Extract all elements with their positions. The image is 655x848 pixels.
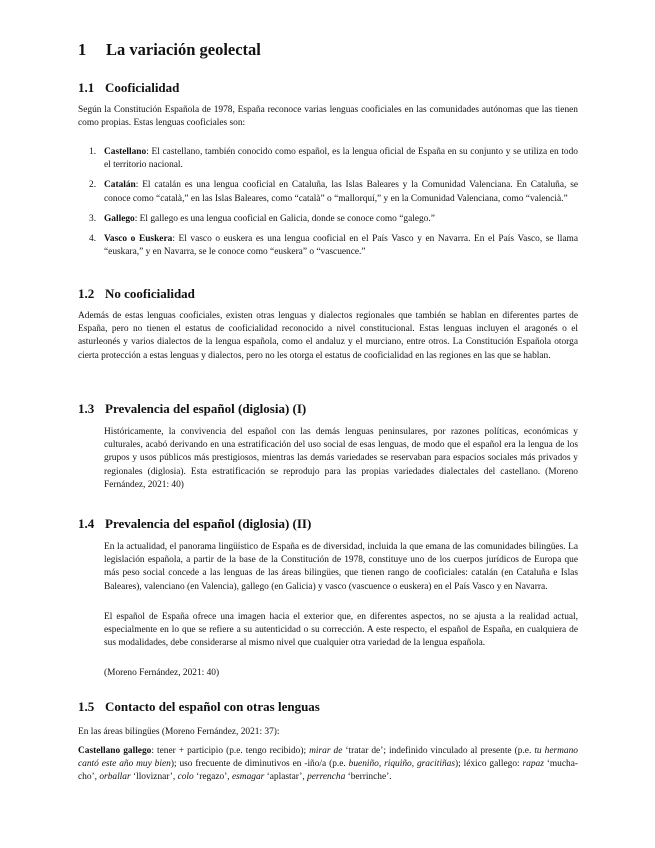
list-item	[78, 213, 578, 226]
subsection-number: 1.5	[78, 699, 95, 714]
list-term: Castellano	[104, 147, 147, 157]
subsection-number: 1.4	[78, 516, 95, 531]
text-run: ‘berrinche’.	[345, 772, 392, 783]
paragraph-cooficialidad-intro: Según la Constitución Española de 1978, España reconoce varias lenguas cooficiales en las comunidades autónomas que las tienen como propias. Estas lenguas cooficiales son:	[78, 105, 578, 129]
subsection-number: 1.1	[78, 80, 95, 95]
subsection-heading-cooficialidad	[78, 80, 179, 96]
list-item	[78, 233, 578, 259]
subsection-heading-diglosia-2	[78, 516, 311, 532]
term-castellano-gallego: Castellano gallego	[78, 746, 152, 756]
text-run: ); léxico gallego:	[454, 759, 523, 770]
list-number: 2.	[89, 180, 97, 191]
subsection-heading-diglosia-1	[78, 401, 306, 417]
example-italic: perrencha	[307, 772, 346, 783]
list-number: 3.	[89, 213, 97, 224]
example-italic: tu hermano cantó este año muy bien	[78, 746, 578, 770]
paragraph-castellano-gallego	[78, 745, 578, 785]
subsection-title: Prevalencia del español (diglosia) (II)	[105, 516, 312, 531]
quote-diglosia-1: Históricamente, la convivencia del español con las demás lenguas peninsulares, por razones políticas, económicas y culturales, acabó derivando en una estratificación del uso social de esas lenguas, de modo que el español era la lengua de los grupos y usos públicos más prestigiosos, mientras las demás variedades se reservaban para espacios sociales más privados y regionales (diglosia). Esta estratificación se reprodujo para las propias variedades dialectales del castellano. (Moreno Fernández, 2021: 40)	[104, 427, 578, 490]
text-run: ‘aplastar’,	[264, 772, 308, 783]
subsection-title: Prevalencia del español (diglosia) (I)	[105, 401, 307, 416]
list-text: : El castellano, también conocido como español, es la lengua oficial de España en su conjunto y se utiliza en todo el territorio nacional.	[104, 147, 578, 171]
list-text: : El catalán es una lengua cooficial en Cataluña, las Islas Baleares y la Comunidad Valenciana. En Cataluña, se conoce como “català,” en las Islas Baleares, como “català” o “mallorquí,” y en la Comunidad Valenciana, como “valencià.”	[104, 180, 578, 204]
subsection-title: Cooficialidad	[105, 80, 180, 95]
list-item	[78, 179, 578, 205]
list-term: Vasco o Euskera	[104, 234, 173, 245]
subsection-heading-contacto	[78, 699, 320, 715]
list-number: 4.	[89, 234, 97, 245]
paragraph-contacto-intro: En las áreas bilingües (Moreno Fernández, 2021: 37):	[78, 727, 280, 737]
list-term: Gallego	[104, 213, 135, 224]
subsection-title: No cooficialidad	[105, 286, 195, 301]
quote-diglosia-2-part-1: En la actualidad, el panorama lingüístico de España es de diversidad, incluida la que emana de las comunidades bilingües. La legislación española, a partir de la base de la Constitución de 1978, constituye uno de los cuerpos jurídicos de Europa que más peso social concede a las lenguas de las áreas bilingües, que tienen rango de cooficiales: catalán (en Cataluña e Islas Baleares), valenciano (en Valencia), gallego (en Galicia) y vasco (vascuence o euskera) en el País Vasco y en Navarra.	[104, 542, 578, 592]
list-text: : El vasco o euskera es una lengua cooficial en el País Vasco y en Navarra. En el País Vasco, se llama “euskara,” y en Navarra, se le conoce como “euskera” o “vascuence.”	[104, 234, 578, 258]
list-text: : El gallego es una lengua cooficial en Galicia, donde se conoce como “galego.”	[134, 213, 435, 224]
example-italic: colo	[177, 772, 194, 783]
text-run: : tener + participio (p.e. tengo recibido);	[151, 746, 310, 756]
section-number: 1	[78, 40, 87, 59]
text-run: ‘lloviznar’,	[130, 772, 178, 783]
text-run: ‘regazo’,	[193, 772, 232, 783]
list-item	[78, 146, 578, 172]
example-italic: esmagar	[232, 772, 265, 783]
cooficial-languages-list	[78, 146, 578, 259]
section-title: La variación geolectal	[106, 40, 261, 59]
text-run: ‘tratar de’; indefinido vinculado al presente (p.e.	[342, 746, 535, 756]
example-italic: mirar de	[309, 746, 343, 756]
citation: (Moreno Fernández, 2021: 40)	[104, 668, 220, 678]
section-heading	[78, 40, 261, 60]
subsection-number: 1.3	[78, 401, 95, 416]
quote-diglosia-2-part-2: El español de España ofrece una imagen hacia el exterior que, en diferentes aspectos, no se ajusta a la realidad actual, especialmente en lo que se refiere a su autenticidad o su corrección. A este respecto, el español de España, en cualquiera de sus modalidades, debe considerarse al mismo nivel que cualquier otra variedad de la lengua española.	[104, 612, 578, 649]
list-term: Catalán	[104, 180, 136, 191]
example-italic: orballar	[99, 772, 131, 783]
subsection-title: Contacto del español con otras lenguas	[105, 699, 320, 714]
subsection-number: 1.2	[78, 286, 95, 301]
example-italic: rapaz	[522, 759, 544, 770]
example-italic: bueniño, riquiño, gracitiñas	[348, 759, 455, 770]
list-number: 1.	[89, 147, 97, 157]
text-run: ); uso frecuente de diminutivos en -iño/a (p.e.	[170, 759, 349, 770]
text-run: ‘mucha-cho’,	[78, 759, 579, 783]
subsection-heading-no-cooficialidad	[78, 286, 195, 302]
paragraph-no-cooficialidad: Además de estas lenguas cooficiales, existen otras lenguas y dialectos regionales que también se hablan en diferentes partes de España, pero no tienen el estatus de cooficialidad reconocido a nivel constitucional. Estas lenguas incluyen el aragonés o el asturleonés y varios dialectos de la lengua española, como el andaluz y el murciano, entre otros. La Constitución Española otorga cierta protección a estas lenguas y dialectos, pero no les otorga el estatus de cooficialidad en las regiones en las que se hablan.	[78, 311, 578, 361]
